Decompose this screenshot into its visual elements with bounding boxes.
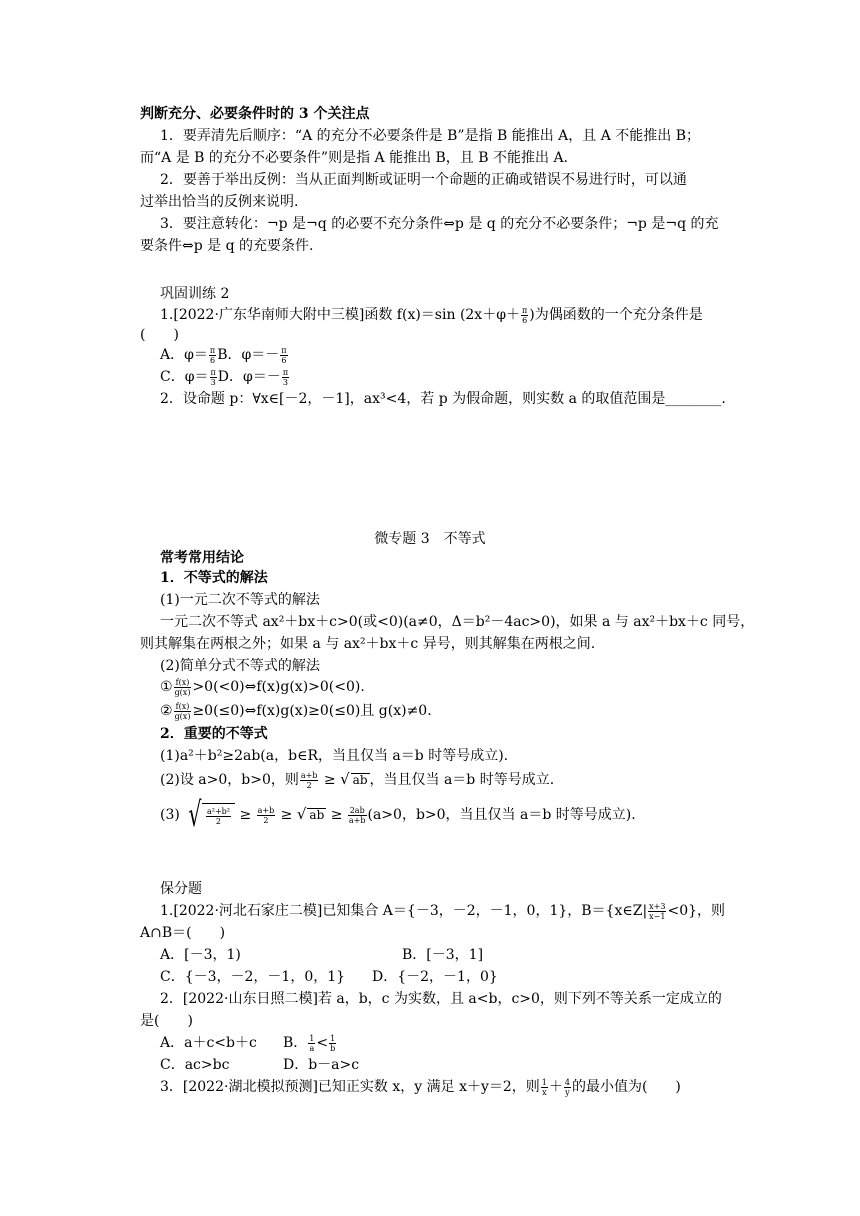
question-text: 1.[2022·广东华南师大附中三模]函数 f(x)＝sin (2x＋φ＋ [160, 307, 521, 323]
denominator: 6 [522, 315, 528, 325]
paragraph-line: (1)一元二次不等式的解法 [160, 592, 320, 608]
question-text: 的最小值为( ) [571, 1079, 681, 1095]
numerator: a²+b² [206, 807, 230, 816]
fraction [648, 902, 666, 921]
denominator: a+b [348, 815, 366, 825]
numerator: 2ab [349, 805, 365, 815]
lt-sign: < [316, 1035, 329, 1051]
inequality-2 [160, 768, 760, 791]
ge-sign: ≥ [330, 807, 343, 823]
paragraph-line: 一元二次不等式 ax²＋bx＋c>0(或<0)(a≠0，Δ＝b²－4ac>0)，如果 a 与 ax²＋bx＋c 同号， [160, 614, 755, 630]
formula-line [160, 676, 760, 698]
paragraph-line: 1．要弄清先后顺序：“A 的充分不必要条件是 B”是指 B 能推出 A，且 A 不能推出 B； [160, 128, 701, 144]
denominator: 3 [282, 377, 288, 387]
section-title: 保分题 [160, 881, 202, 897]
paragraph-line: (2)简单分式不等式的解法 [160, 658, 320, 674]
radical-icon: √ [296, 805, 307, 823]
numerator: π [210, 367, 216, 377]
question-text: 是( ) [140, 1013, 193, 1029]
fraction [521, 306, 528, 325]
subheading: 2．重要的不等式 [160, 726, 268, 742]
ge-sign: ≥ [323, 772, 336, 788]
paragraph-line: 要条件⇔p 是 q 的充要条件. [140, 238, 314, 254]
fraction [348, 806, 367, 825]
question-paren: ( ) [140, 327, 179, 343]
option-d: D．{－2，－1，0} [372, 969, 498, 985]
question-2: 2．[2022·山东日照二模]若 a，b，c 为实数，且 a<b，c>0，则下列不等关系一定成立的 [160, 991, 722, 1007]
denominator: 6 [210, 355, 216, 365]
options-row-2 [160, 366, 760, 388]
question-text: <0}，则 [667, 903, 726, 919]
option-a: A．a＋c<b＋c [160, 1035, 257, 1051]
paragraph-line: 2．要善于举出反例：当从正面判断或证明一个命题的正确或错误不易进行时，可以通 [160, 172, 687, 188]
paragraph-line: 而“A 是 B 的充分不必要条件”则是指 A 能推出 B，且 B 不能推出 A. [140, 150, 569, 166]
ge-sign: ≥ [239, 807, 252, 823]
fraction [206, 807, 231, 826]
option-c: C．ac>bc [160, 1057, 230, 1073]
question-text: )为偶函数的一个充分条件是 [529, 307, 703, 323]
formula-line [160, 700, 760, 722]
formula-text: (3) [160, 807, 180, 823]
fraction [209, 346, 216, 365]
denominator: a [309, 1043, 315, 1053]
denominator: x [542, 1087, 547, 1097]
fraction [280, 346, 287, 365]
radical-icon: √ [188, 795, 202, 835]
formula-text: (a>0，b>0，当且仅当 a＝b 时等号成立). [367, 807, 636, 823]
paragraph-line: 3．要注意转化：¬p 是¬q 的必要不充分条件⇔p 是 q 的充分不必要条件；¬p 是¬q 的充 [160, 216, 719, 232]
inequality-1: (1)a²＋b²≥2ab(a，b∈R，当且仅当 a＝b 时等号成立). [160, 748, 509, 764]
option-c-label: C．φ＝ [160, 369, 209, 385]
option-b [283, 1032, 337, 1054]
numerator: π [282, 367, 289, 377]
numerator: f(x) [174, 678, 192, 688]
numerator: π [209, 345, 216, 355]
denominator: x−1 [649, 911, 666, 921]
denominator: b [330, 1043, 336, 1053]
option-a-label: A．φ＝ [160, 347, 208, 363]
fraction [282, 368, 289, 387]
fraction [174, 678, 192, 697]
denominator: 6 [281, 355, 287, 365]
section-title: 判断充分、必要条件时的 3 个关注点 [140, 106, 370, 122]
formula-text: >0(<0)⇔f(x)g(x)>0(<0). [192, 679, 365, 695]
option-c: C．{－3，－2，－1，0，1} [160, 969, 346, 985]
question-1 [160, 304, 760, 326]
denominator: y [565, 1087, 570, 1097]
numerator: f(x) [174, 702, 192, 712]
paragraph-line: 则其解集在两根之外；如果 a 与 ax²＋bx＋c 异号，则其解集在两根之间. [140, 636, 596, 652]
formula-text: ，当且仅当 a＝b 时等号成立. [369, 772, 555, 788]
option-d-label: D．φ＝－ [217, 369, 281, 385]
fraction [257, 806, 276, 825]
option-a: A．[－3，1) [160, 947, 241, 963]
numerator: π [281, 345, 287, 355]
fraction [564, 1078, 571, 1097]
formula-text: ≥0(≤0)⇔f(x)g(x)≥0(≤0)且 g(x)≠0. [192, 703, 432, 719]
numerator: 1 [330, 1033, 336, 1043]
numerator: π [522, 305, 528, 315]
formula-text: (2)设 a>0，b>0，则 [160, 772, 299, 788]
options-row-1 [160, 344, 760, 366]
radicand [202, 803, 235, 828]
denominator: g(x) [174, 687, 191, 697]
question-1 [160, 900, 760, 922]
circled-number: ① [160, 679, 173, 695]
subheading: 常考常用结论 [160, 550, 244, 566]
denominator: 2 [263, 815, 269, 825]
numerator: a+b [300, 770, 318, 780]
question-3 [160, 1076, 760, 1098]
numerator: x+3 [649, 901, 666, 911]
inequality-3 [160, 795, 760, 835]
numerator: 1 [309, 1033, 315, 1043]
paragraph-line: 过举出恰当的反例来说明. [140, 194, 299, 210]
question-text: 3．[2022·湖北模拟预测]已知正实数 x，y 满足 x＋y＝2，则 [160, 1079, 540, 1095]
option-b: B．[－3，1] [402, 947, 484, 963]
circled-number: ② [160, 703, 173, 719]
ge-sign: ≥ [280, 807, 293, 823]
radical-icon: √ [340, 770, 350, 788]
fraction [329, 1034, 336, 1053]
fraction [308, 1034, 315, 1053]
denominator: 2 [215, 817, 222, 826]
fraction [300, 771, 319, 790]
question-text: 1.[2022·河北石家庄二模]已知集合 A＝{－3，－2，－1，0，1}，B＝{x∈Z| [160, 903, 648, 919]
numerator: 4 [564, 1077, 570, 1087]
fraction [174, 702, 192, 721]
fraction [210, 368, 217, 387]
practice-title: 巩固训练 2 [160, 286, 230, 302]
subheading: 1．不等式的解法 [160, 570, 268, 586]
denominator: 3 [210, 377, 216, 387]
option-b-label: B．φ＝－ [217, 347, 280, 363]
plus-sign: ＋ [548, 1079, 563, 1095]
topic-heading: 微专题 3 不等式 [374, 531, 486, 547]
question-2: 2．设命题 p：∀x∈[－2，－1]，ax³<4，若 p 为假命题，则实数 a 的取值范围是________. [160, 391, 726, 407]
radicand: ab [352, 773, 368, 787]
numerator: 1 [541, 1077, 547, 1087]
denominator: 2 [306, 780, 312, 790]
denominator: g(x) [174, 711, 191, 721]
question-text: A∩B＝( ) [140, 925, 226, 941]
option-label: B． [283, 1035, 308, 1051]
numerator: a+b [257, 805, 275, 815]
radicand: ab [309, 808, 325, 822]
option-d: D．b－a>c [283, 1057, 360, 1073]
fraction [541, 1078, 548, 1097]
